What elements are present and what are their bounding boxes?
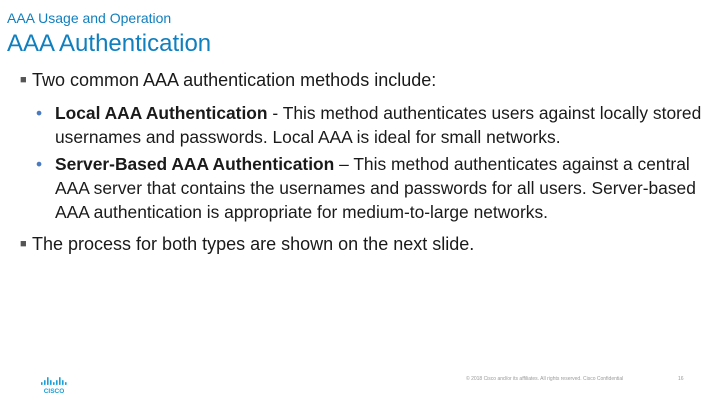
square-bullet-icon: ■ [20, 238, 27, 250]
method-local-desc: This method authenticates users against locally stored usernames and passwords. Local AAA is ideal for small networks. [55, 103, 702, 147]
slide-title: AAA Authentication [7, 30, 212, 57]
dot-bullet-icon: • [36, 103, 43, 123]
cisco-logo [40, 376, 68, 399]
method-server [20, 152, 710, 224]
method-local-separator: - [267, 103, 283, 123]
bullet-closing-text: The process for both types are shown on the next slide. [32, 234, 475, 254]
slide-supertitle: AAA Usage and Operation [7, 10, 172, 26]
slide-content [20, 68, 710, 256]
bullet-intro [20, 68, 710, 92]
method-server-desc: This method authenticates against a central AAA server that contains the usernames and passwords for all users. Server-based AAA authentication is appropriate for medium-to-large networks. [55, 154, 696, 222]
method-server-separator: – [334, 154, 354, 174]
bullet-intro-text: Two common AAA authentication methods include: [32, 70, 437, 90]
page-number: 16 [678, 376, 684, 382]
square-bullet-icon: ■ [20, 74, 27, 86]
dot-bullet-icon: • [36, 154, 43, 174]
footer-copyright: © 2018 Cisco and/or its affiliates. All rights reserved. Cisco Confidential [466, 376, 624, 382]
cisco-bridge-icon [40, 376, 68, 394]
method-local [20, 101, 710, 149]
method-local-term: Local AAA Authentication [55, 103, 268, 123]
bullet-closing [20, 232, 710, 256]
method-server-term: Server-Based AAA Authentication [55, 154, 335, 174]
cisco-logo-text: CISCO [43, 388, 65, 394]
